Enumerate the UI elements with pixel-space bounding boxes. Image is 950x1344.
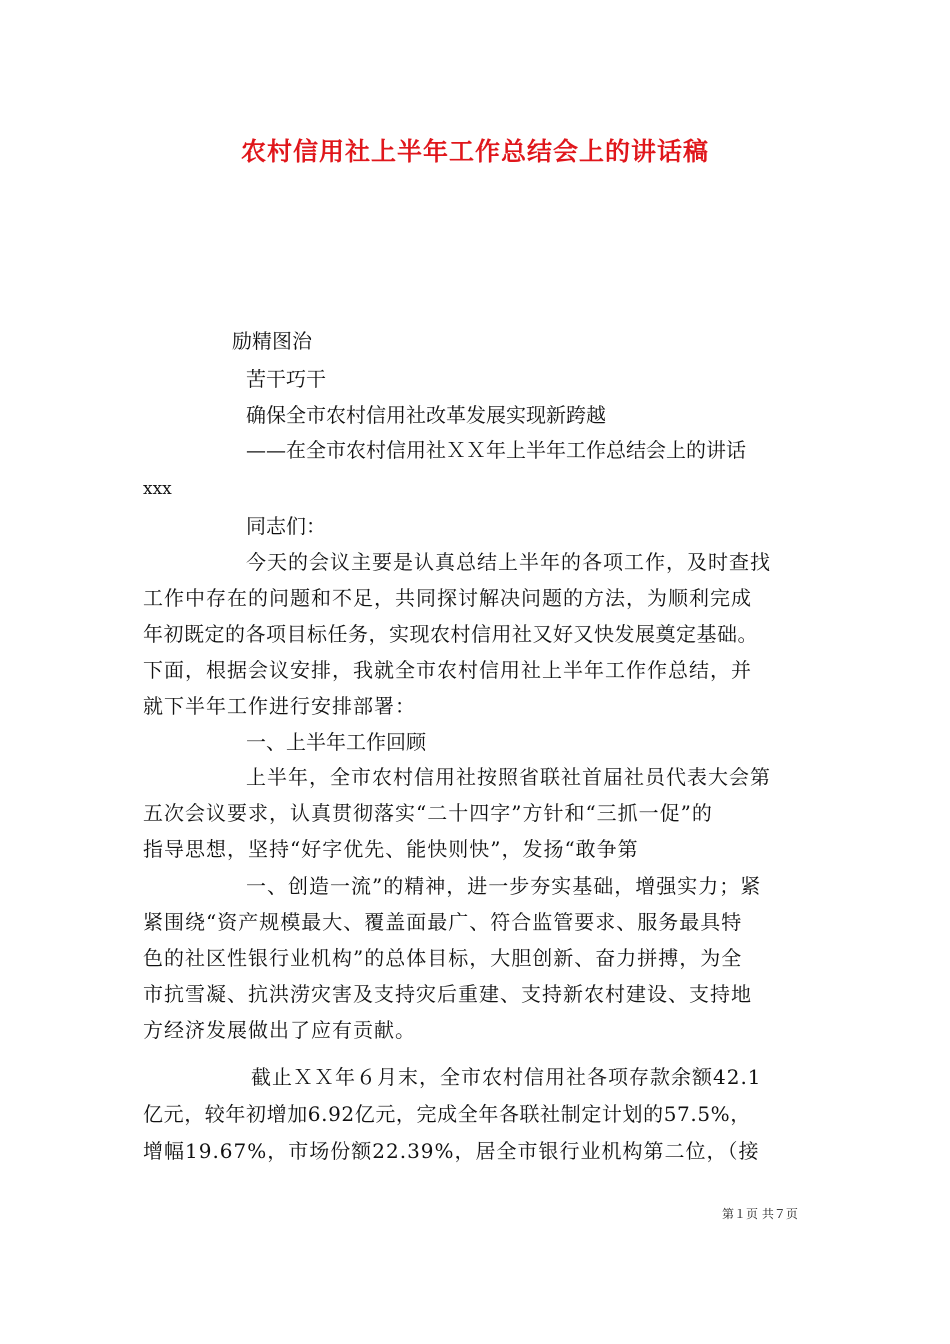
body-line: 苦干巧干: [246, 367, 326, 391]
body-line: xxx: [143, 479, 172, 499]
body-line: 确保全市农村信用社改革发展实现新跨越: [246, 403, 606, 427]
body-line: 就下半年工作进行安排部署：: [143, 694, 416, 718]
body-line: 色的社区性银行业机构”的总体目标，大胆创新、奋力拼搏，为全: [143, 946, 743, 970]
body-line: ——在全市农村信用社ＸＸ年上半年工作总结会上的讲话: [246, 438, 746, 462]
body-line: 上半年，全市农村信用社按照省联社首届社员代表大会第: [246, 765, 771, 789]
body-line: 下面，根据会议安排，我就全市农村信用社上半年工作作总结，并: [143, 658, 752, 682]
body-line: 五次会议要求，认真贯彻落实“二十四字”方针和“三抓一促”的: [143, 801, 713, 825]
body-line: 年初既定的各项目标任务，实现农村信用社又好又快发展奠定基础。: [143, 622, 758, 646]
body-line: 指导思想，坚持“好字优先、能快则快”，发扬“敢争第: [143, 837, 639, 861]
body-line: 一、上半年工作回顾: [246, 730, 426, 754]
body-line: 紧围绕“资产规模最大、覆盖面最广、符合监管要求、服务最具特: [143, 910, 743, 934]
body-line: 今天的会议主要是认真总结上半年的各项工作，及时查找: [246, 550, 771, 574]
body-line: 工作中存在的问题和不足，共同探讨解决问题的方法，为顺利完成: [143, 586, 752, 610]
page-indicator: 第１页 共７页: [722, 1207, 798, 1221]
body-line: 增幅19.67%，市场份额22.39%，居全市银行业机构第二位，（接: [143, 1139, 760, 1163]
body-line: 市抗雪凝、抗洪涝灾害及支持灾后重建、支持新农村建设、支持地: [143, 982, 752, 1006]
body-line: 励精图治: [232, 329, 312, 353]
body-line: 截止ＸＸ年６月末，全市农村信用社各项存款余额42.1: [251, 1065, 762, 1089]
body-line: 同志们：: [246, 514, 326, 538]
document-title: 农村信用社上半年工作总结会上的讲话稿: [240, 137, 709, 166]
body-line: 一、创造一流”的精神，进一步夯实基础，增强实力；紧: [246, 874, 762, 898]
body-line: 方经济发展做出了应有贡献。: [143, 1018, 416, 1042]
body-line: 亿元，较年初增加6.92亿元，完成全年各联社制定计划的57.5%，: [143, 1102, 751, 1126]
